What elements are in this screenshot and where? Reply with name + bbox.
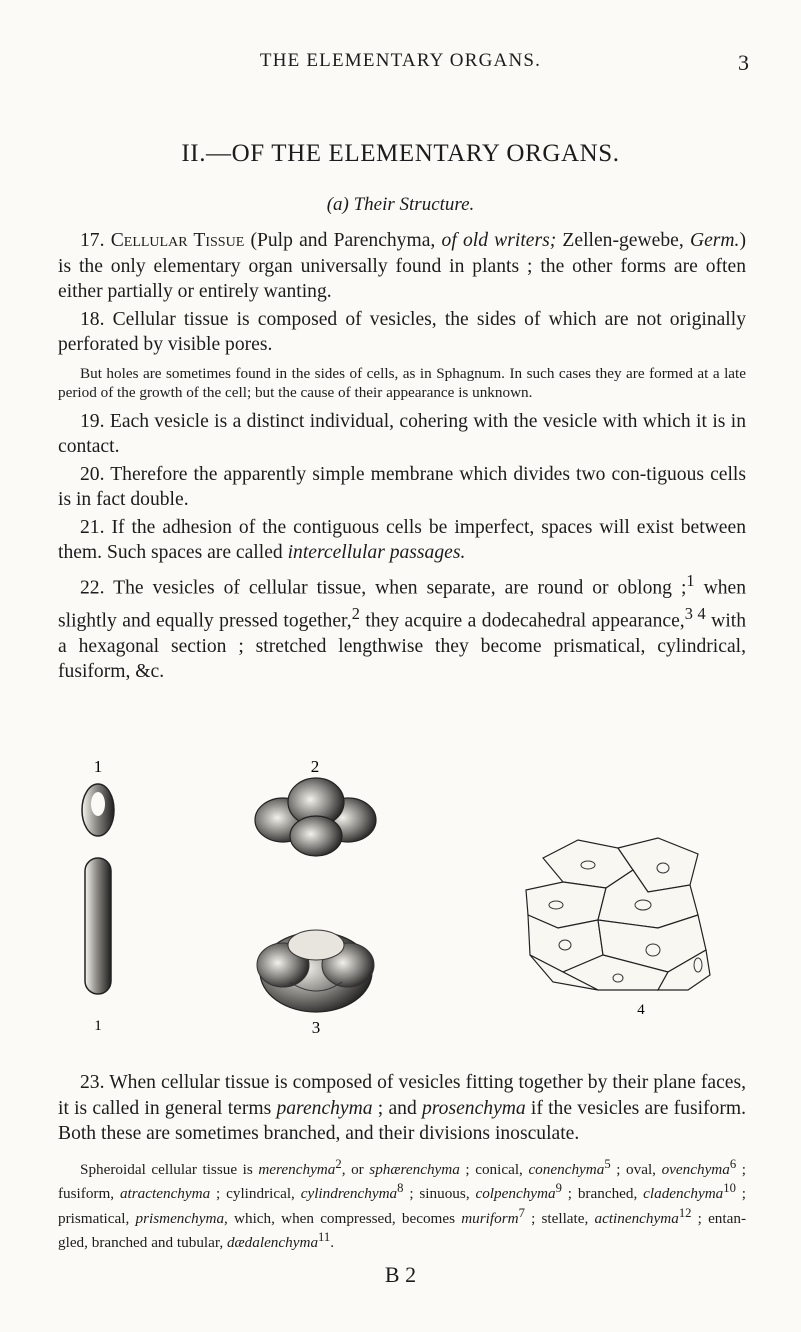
note-18 <box>58 364 746 403</box>
fig1-top-label: 1 <box>93 757 103 776</box>
term-prosenchyma: prosenchyma <box>421 1097 526 1119</box>
para-number: 17. <box>80 230 105 251</box>
para-text: ) is the only elementary organ universally found in plants ; the other forms are often either partially or entirely wanting. <box>58 230 746 302</box>
paragraph-21 <box>58 515 746 566</box>
fig-ref: 4 <box>692 603 706 623</box>
para-italic: of old writers; <box>441 230 557 251</box>
fig-ref: 3 <box>684 603 693 623</box>
para-text: (Pulp and Parenchyma, <box>244 230 442 251</box>
cell-figures <box>58 750 746 1050</box>
para-text: when slightly and equally pressed together, <box>58 577 747 632</box>
paragraph-20: 20. Therefore the apparently simple membrane which divides two con-tiguous cells is in fact double. <box>58 463 746 510</box>
fig-ref: 2 <box>351 603 360 623</box>
paragraph-22 <box>58 568 746 685</box>
running-head: THE ELEMENTARY ORGANS. <box>259 50 542 71</box>
note-23 <box>58 1155 746 1253</box>
para-text: 21. If the adhesion of the contiguous cells be imperfect, spaces will exist between them. Such spaces are called <box>58 516 746 563</box>
fig1-bottom-label: 1 <box>94 1018 102 1034</box>
pressed-cells-drawing <box>255 778 376 856</box>
chapter-title: II.—OF THE ELEMENTARY ORGANS. <box>181 140 620 167</box>
fig3-label: 3 <box>311 1018 321 1037</box>
para-text: Zellen-gewebe, <box>556 230 690 251</box>
oblong-cell-drawing <box>85 858 111 994</box>
term-intercellular-passages: intercellular passages. <box>287 542 466 563</box>
fig-ref: 1 <box>686 570 695 590</box>
fig2-label: 2 <box>310 757 320 776</box>
page-number: 3 <box>738 50 749 75</box>
term-parenchyma: parenchyma <box>276 1097 373 1119</box>
section-subtitle: (a) Their Structure. <box>326 194 475 215</box>
fig4-label: 4 <box>637 1002 645 1018</box>
para-italic: Germ. <box>689 230 740 251</box>
para-text: if the vesicles are fusiform. Both these are sometimes branched, and their divisions inosculate. <box>58 1097 747 1144</box>
para-text: ; and <box>372 1097 422 1119</box>
body-text-upper <box>58 228 746 687</box>
para-text: 22. The vesicles of cellular tissue, when separate, are round or oblong ; <box>80 577 687 599</box>
para-text: 23. When cellular tissue is composed of vesicles fitting together by their plane faces, it is called in general terms <box>58 1072 746 1119</box>
hexagonal-section-drawing <box>526 838 710 990</box>
note-23-text: Spheroidal cellular tissue is merenchyma$^2$, or sphærenchyma ; conical, conenchyma$^5$ ; oval, ovenchyma$^6$ ; fusiform, atractenchyma ; cylindrical, cylindrenchyma$^8$ ; sinuous, colpenchyma$^9$ ; branched, cladenchyma$^{10}$ ; prismatical, prismenchyma, which, when compressed, becomes muriform$^7$ ; stellate, actinenchyma$^{12}$ ; entan-gled, branched and tubular, dædalenchyma$^{11}$. <box>58 1156 747 1252</box>
cell-figures-svg <box>58 750 746 1050</box>
paragraph-17 <box>58 228 746 305</box>
signature-mark: B 2 <box>384 1262 417 1287</box>
paragraph-19: 19. Each vesicle is a distinct individual, cohering with the vesicle with which it is in contact. <box>58 410 746 457</box>
body-text-lower <box>58 1070 746 1253</box>
dodecahedral-cells-drawing <box>257 930 374 1012</box>
round-cell-highlight <box>91 792 105 816</box>
paragraph-23 <box>58 1070 746 1147</box>
para-text: with a hexagonal section ; stretched lengthwise they become prismatical, cylindrical, fusiform, &c. <box>58 610 747 683</box>
para-text: they acquire a dodecahedral appearance, <box>359 610 685 632</box>
paragraph-18: 18. Cellular tissue is composed of vesicles, the sides of which are not originally perforated by visible pores. <box>58 308 746 355</box>
note-text: But holes are sometimes found in the sides of cells, as in Sphagnum. In such cases they are formed at a late period of the growth of the cell; but the cause of their appearance is unknown. <box>58 364 746 401</box>
term-cellular-tissue: Cellular Tissue <box>110 230 245 251</box>
